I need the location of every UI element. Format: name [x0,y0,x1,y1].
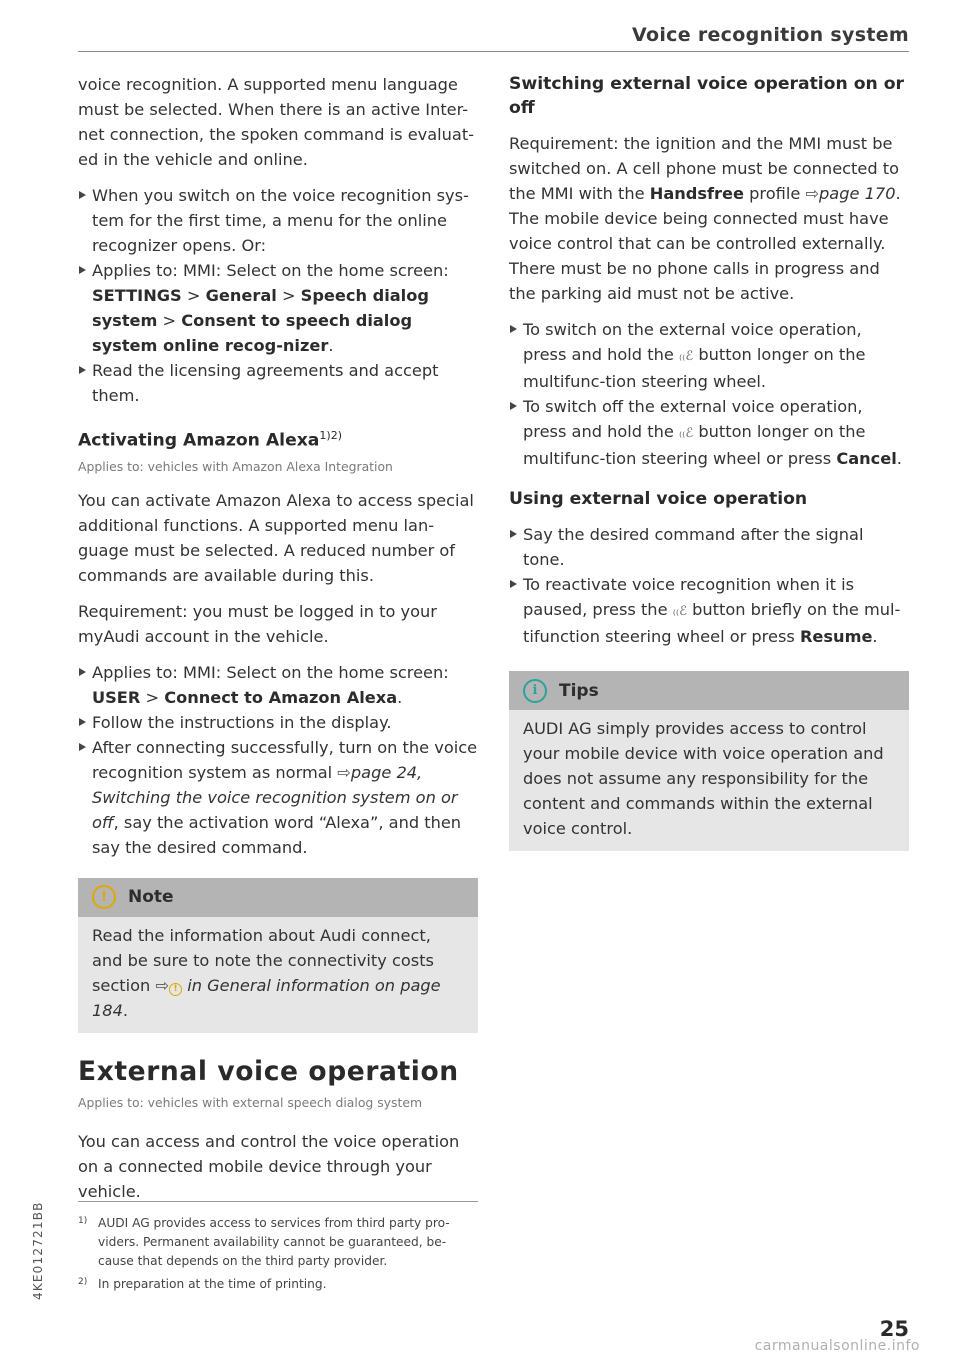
footnotes [78,1201,478,1298]
menu-general: General [205,286,277,305]
left-column [78,72,478,1204]
footnote-2: 2) In preparation at the time of printing. [78,1277,327,1291]
link-arrow-icon: ⇨ [155,975,170,995]
alexa-heading: Activating Amazon Alexa$^{1)2)}$ [78,429,342,451]
bullet-switch-off: To switch off the external voice operation, press and hold the ₍₍ℰ button longer on the multifunc-tion steering wheel or press Cancel. [509,394,909,471]
page-link[interactable]: page 24, Switching the voice recognition system on or off [92,762,458,832]
external-applies: Applies to: vehicles with external speech dialog system [78,1094,423,1110]
alexa-paragraph-1: You can activate Amazon Alexa to access special additional functions. A supported menu lan-guage must be selected. A reduced number of commands are available during this. [78,490,474,585]
document-code: 4KE012721BB [31,1201,45,1300]
voice-button-icon: ₍₍ℰ [678,349,694,364]
section-heading-external-voice: External voice operation [78,1055,459,1087]
note-box [78,878,478,1033]
menu-speech-dialog: Speech dialog system [92,286,429,330]
bullet-settings-path: Applies to: MMI: Select on the home screen: SETTINGS > General > Speech dialog system > Consent to speech dialog system online recog-nizer. [78,258,478,358]
page-170-link[interactable]: page 170 [819,184,896,203]
bullet-follow-instructions: Follow the instructions in the display. [78,710,478,735]
tips-text: AUDI AG simply provides access to control your mobile device with voice operation and does not assume any responsibility for the content and commands within the external voice control. [523,719,884,838]
bullet-say-command: Say the desired command after the signal tone. [509,522,909,572]
voice-button-icon: ₍₍ℰ [678,426,694,441]
alexa-applies: Applies to: vehicles with Amazon Alexa Integration [78,458,393,474]
bullet-switch-on: To switch on the external voice operation, press and hold the ₍₍ℰ button longer on the multifunc-tion steering wheel. [509,317,909,394]
bullet-after-connecting: After connecting successfully, turn on the voice recognition system as normal ⇨page 24, Switching the voice recognition system on or off, say the activation word “Alexa”, and then say the desired command. [78,735,478,860]
intro-paragraph: voice recognition. A supported menu language must be selected. When there is an active Inter-net connection, the spoken command is evaluat-ed in the vehicle and online. [78,75,475,169]
menu-connect-alexa: Connect to Amazon Alexa [164,687,398,707]
watermark: carmanualsonline.info [754,1338,920,1354]
info-icon: i [523,679,547,703]
footnote-1: 1) AUDI AG provides access to services from third party pro-viders. Permanent availability cannot be guaranteed, be-cause that depends on the third party provider. [78,1216,450,1268]
note-box-header [78,878,478,917]
requirement-paragraph: Requirement: the ignition and the MMI must be switched on. A cell phone must be connected to the MMI with the Handsfree profile ⇨page 170. The mobile device being connected must have voice control that can be controlled externally. There must be no phone calls in progress and the parking aid must not be active. [509,134,901,303]
link-arrow-icon: ⇨ [805,184,820,203]
using-heading: Using external voice operation [509,489,808,509]
note-text: Read the information about Audi connect, and be sure to note the connectivity costs section [92,925,434,995]
page-number: 25 [879,1317,909,1341]
bullet-connect-alexa: Applies to: MMI: Select on the home screen: USER > Connect to Amazon Alexa. [78,660,478,710]
note-label: Note [128,887,174,908]
bullet-first-time: When you switch on the voice recognition sys-tem for the first time, a menu for the online recognizer opens. Or: [78,183,478,258]
exclamation-icon: ! [92,885,116,909]
menu-consent: Consent to speech dialog system online recog-nizer [92,311,413,355]
bullet-reactivate: To reactivate voice recognition when it is paused, press the ₍₍ℰ button briefly on the mul-tifunction steering wheel or press Resume. [509,572,909,649]
cancel-label: Cancel [836,449,897,468]
voice-button-icon: ₍₍ℰ [672,604,687,619]
external-paragraph: You can access and control the voice operation on a connected mobile device through your vehicle. [78,1131,460,1201]
alexa-paragraph-2: Requirement: you must be logged in to your myAudi account in the vehicle. [78,601,437,646]
tips-box-body [509,710,909,851]
right-column [509,72,909,851]
menu-settings: SETTINGS [92,286,182,305]
note-page-link[interactable]: in General information on page 184 [92,975,441,1020]
note-ref-icon: ! [169,983,182,996]
bullet-licensing: Read the licensing agreements and accept them. [78,358,478,408]
running-header-title: Voice recognition system [632,24,909,46]
resume-label: Resume [799,627,873,646]
tips-label: Tips [559,680,599,701]
menu-user: USER [92,687,141,707]
note-box-body: Read the information about Audi connect, and be sure to note the connectivity costs section ⇨ ! in General information on page 184. [92,925,441,1020]
tips-box-header [509,671,909,710]
link-arrow-icon: ⇨ [337,762,351,782]
handsfree-label: Handsfree [649,184,744,203]
header-rule [78,51,909,52]
tips-box [509,671,909,851]
switching-heading: Switching external voice operation on or off [509,74,905,118]
